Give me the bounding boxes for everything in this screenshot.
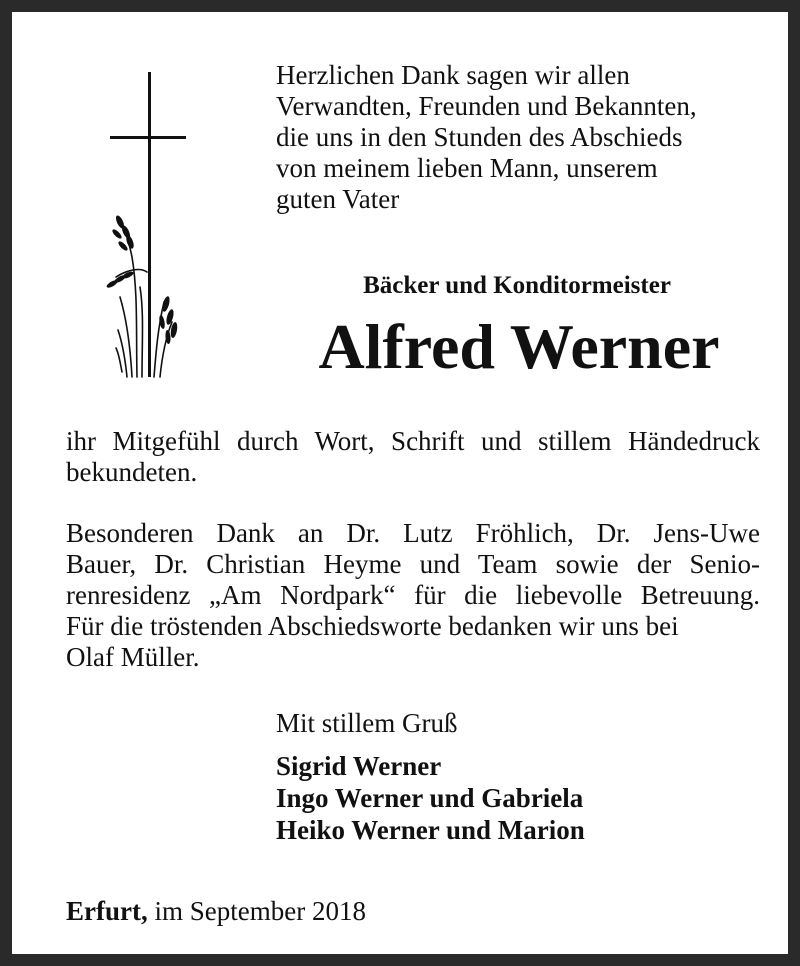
- signer-name: Sigrid Werner: [276, 751, 442, 781]
- intro-line: von meinem lieben Mann, unserem: [276, 153, 658, 183]
- signers-list: [276, 750, 585, 846]
- paragraph-line: ihr Mitgefühl durch Wort, Schrift und stillem Händedruck: [66, 426, 760, 456]
- paragraph-line: Besonderen Dank an Dr. Lutz Fröhlich, Dr. Jens-Uwe: [66, 518, 760, 548]
- paragraph-line: Bauer, Dr. Christian Heyme und Team sowie der Senio-: [66, 549, 760, 579]
- place-date: [66, 896, 366, 927]
- paragraph-line: bekundeten.: [66, 457, 198, 487]
- thanks-paragraph: [66, 518, 760, 673]
- signer-name: Heiko Werner und Marion: [276, 815, 585, 845]
- closing-greeting: Mit stillem Gruß: [276, 708, 458, 738]
- cross-with-wheat-icon: [92, 72, 202, 382]
- intro-line: Herzlichen Dank sagen wir allen: [276, 60, 630, 90]
- place-name: Erfurt,: [66, 896, 148, 926]
- paragraph-line: renresidenz „Am Nordpark“ für die liebevolle Betreuung.: [66, 580, 760, 610]
- paragraph-line: Für die tröstenden Abschiedsworte bedanken wir uns bei: [66, 611, 679, 641]
- deceased-name: Alfred Werner: [318, 311, 720, 382]
- intro-line: Verwandten, Freunden und Bekannten,: [276, 91, 697, 121]
- profession-title: Bäcker und Konditormeister: [363, 272, 671, 299]
- intro-line: die uns in den Stunden des Abschieds: [276, 122, 683, 152]
- intro-line: guten Vater: [276, 184, 400, 214]
- sympathy-paragraph: [66, 426, 760, 488]
- paragraph-line: Olaf Müller.: [66, 642, 200, 672]
- date-text: im September 2018: [147, 896, 366, 926]
- intro-text: [276, 60, 776, 215]
- signer-name: Ingo Werner und Gabriela: [276, 783, 584, 813]
